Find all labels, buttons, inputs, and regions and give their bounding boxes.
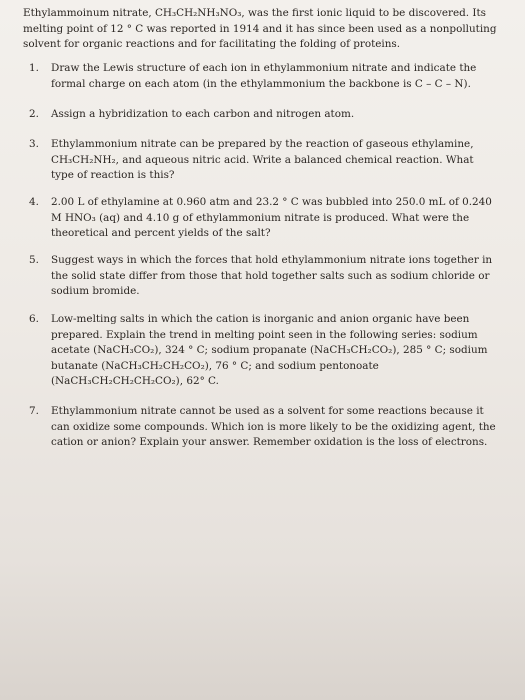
question-2: [29, 107, 499, 123]
question-number: 6.: [29, 313, 39, 325]
question-text: Ethylammonium nitrate can be prepared by the reaction of gaseous ethylamine, CH₃CH₂NH₂, and aqueous nitric acid. Write a balanced chemical reaction. What type of reaction is this?: [51, 138, 474, 181]
question-number: 2.: [29, 108, 39, 120]
question-text: 2.00 L of ethylamine at 0.960 atm and 23.2 ° C was bubbled into 250.0 mL of 0.240 M HNO₃ (aq) and 4.10 g of ethylammonium nitrate is produced. What were the theoretical and percent yields of the salt?: [51, 196, 492, 239]
question-text: Assign a hybridization to each carbon and nitrogen atom.: [51, 108, 355, 120]
question-number: 5.: [29, 254, 39, 266]
question-6: [29, 312, 499, 390]
question-1: [29, 61, 499, 92]
question-number: 7.: [29, 405, 39, 417]
question-3: [29, 137, 499, 184]
question-text: Suggest ways in which the forces that hold ethylammonium nitrate ions together in the solid state differ from those that hold together salts such as sodium chloride or sodium bromide.: [51, 254, 493, 297]
intro-paragraph: Ethylammoinum nitrate, CH₃CH₂NH₃NO₃, was the first ionic liquid to be discovered. Its melting point of 12 ° C was reported in 1914 and it has since been used as a nonpolluting solvent for organic reactions and for facilitating the folding of proteins.: [23, 7, 497, 50]
question-text: Low-melting salts in which the cation is inorganic and anion organic have been prepared. Explain the trend in melting point seen in the following series: sodium acetate (NaCH₃CO₂), 324 ° C; sodium propanate (NaCH₃CH₂CO₂), 285 ° C; sodium butanate (NaCH₃CH₂CH₂CO₂), 76 ° C; and sodium pentonoate (NaCH₃CH₂CH₂CH₂CO₂), 62° C.: [51, 313, 488, 387]
question-number: 4.: [29, 196, 39, 208]
question-number: 3.: [29, 138, 39, 150]
question-text: Draw the Lewis structure of each ion in ethylammonium nitrate and indicate the formal charge on each atom (in the ethylammonium the backbone is C – C – N).: [51, 62, 477, 90]
question-5: [29, 253, 499, 300]
question-7: [29, 404, 499, 451]
question-number: 1.: [29, 62, 39, 74]
question-4: [29, 195, 499, 242]
question-text: Ethylammonium nitrate cannot be used as a solvent for some reactions because it can oxidize some compounds. Which ion is more likely to be the oxidizing agent, the cation or anion? Explain your answer. Remember oxidation is the loss of electrons.: [51, 405, 496, 448]
